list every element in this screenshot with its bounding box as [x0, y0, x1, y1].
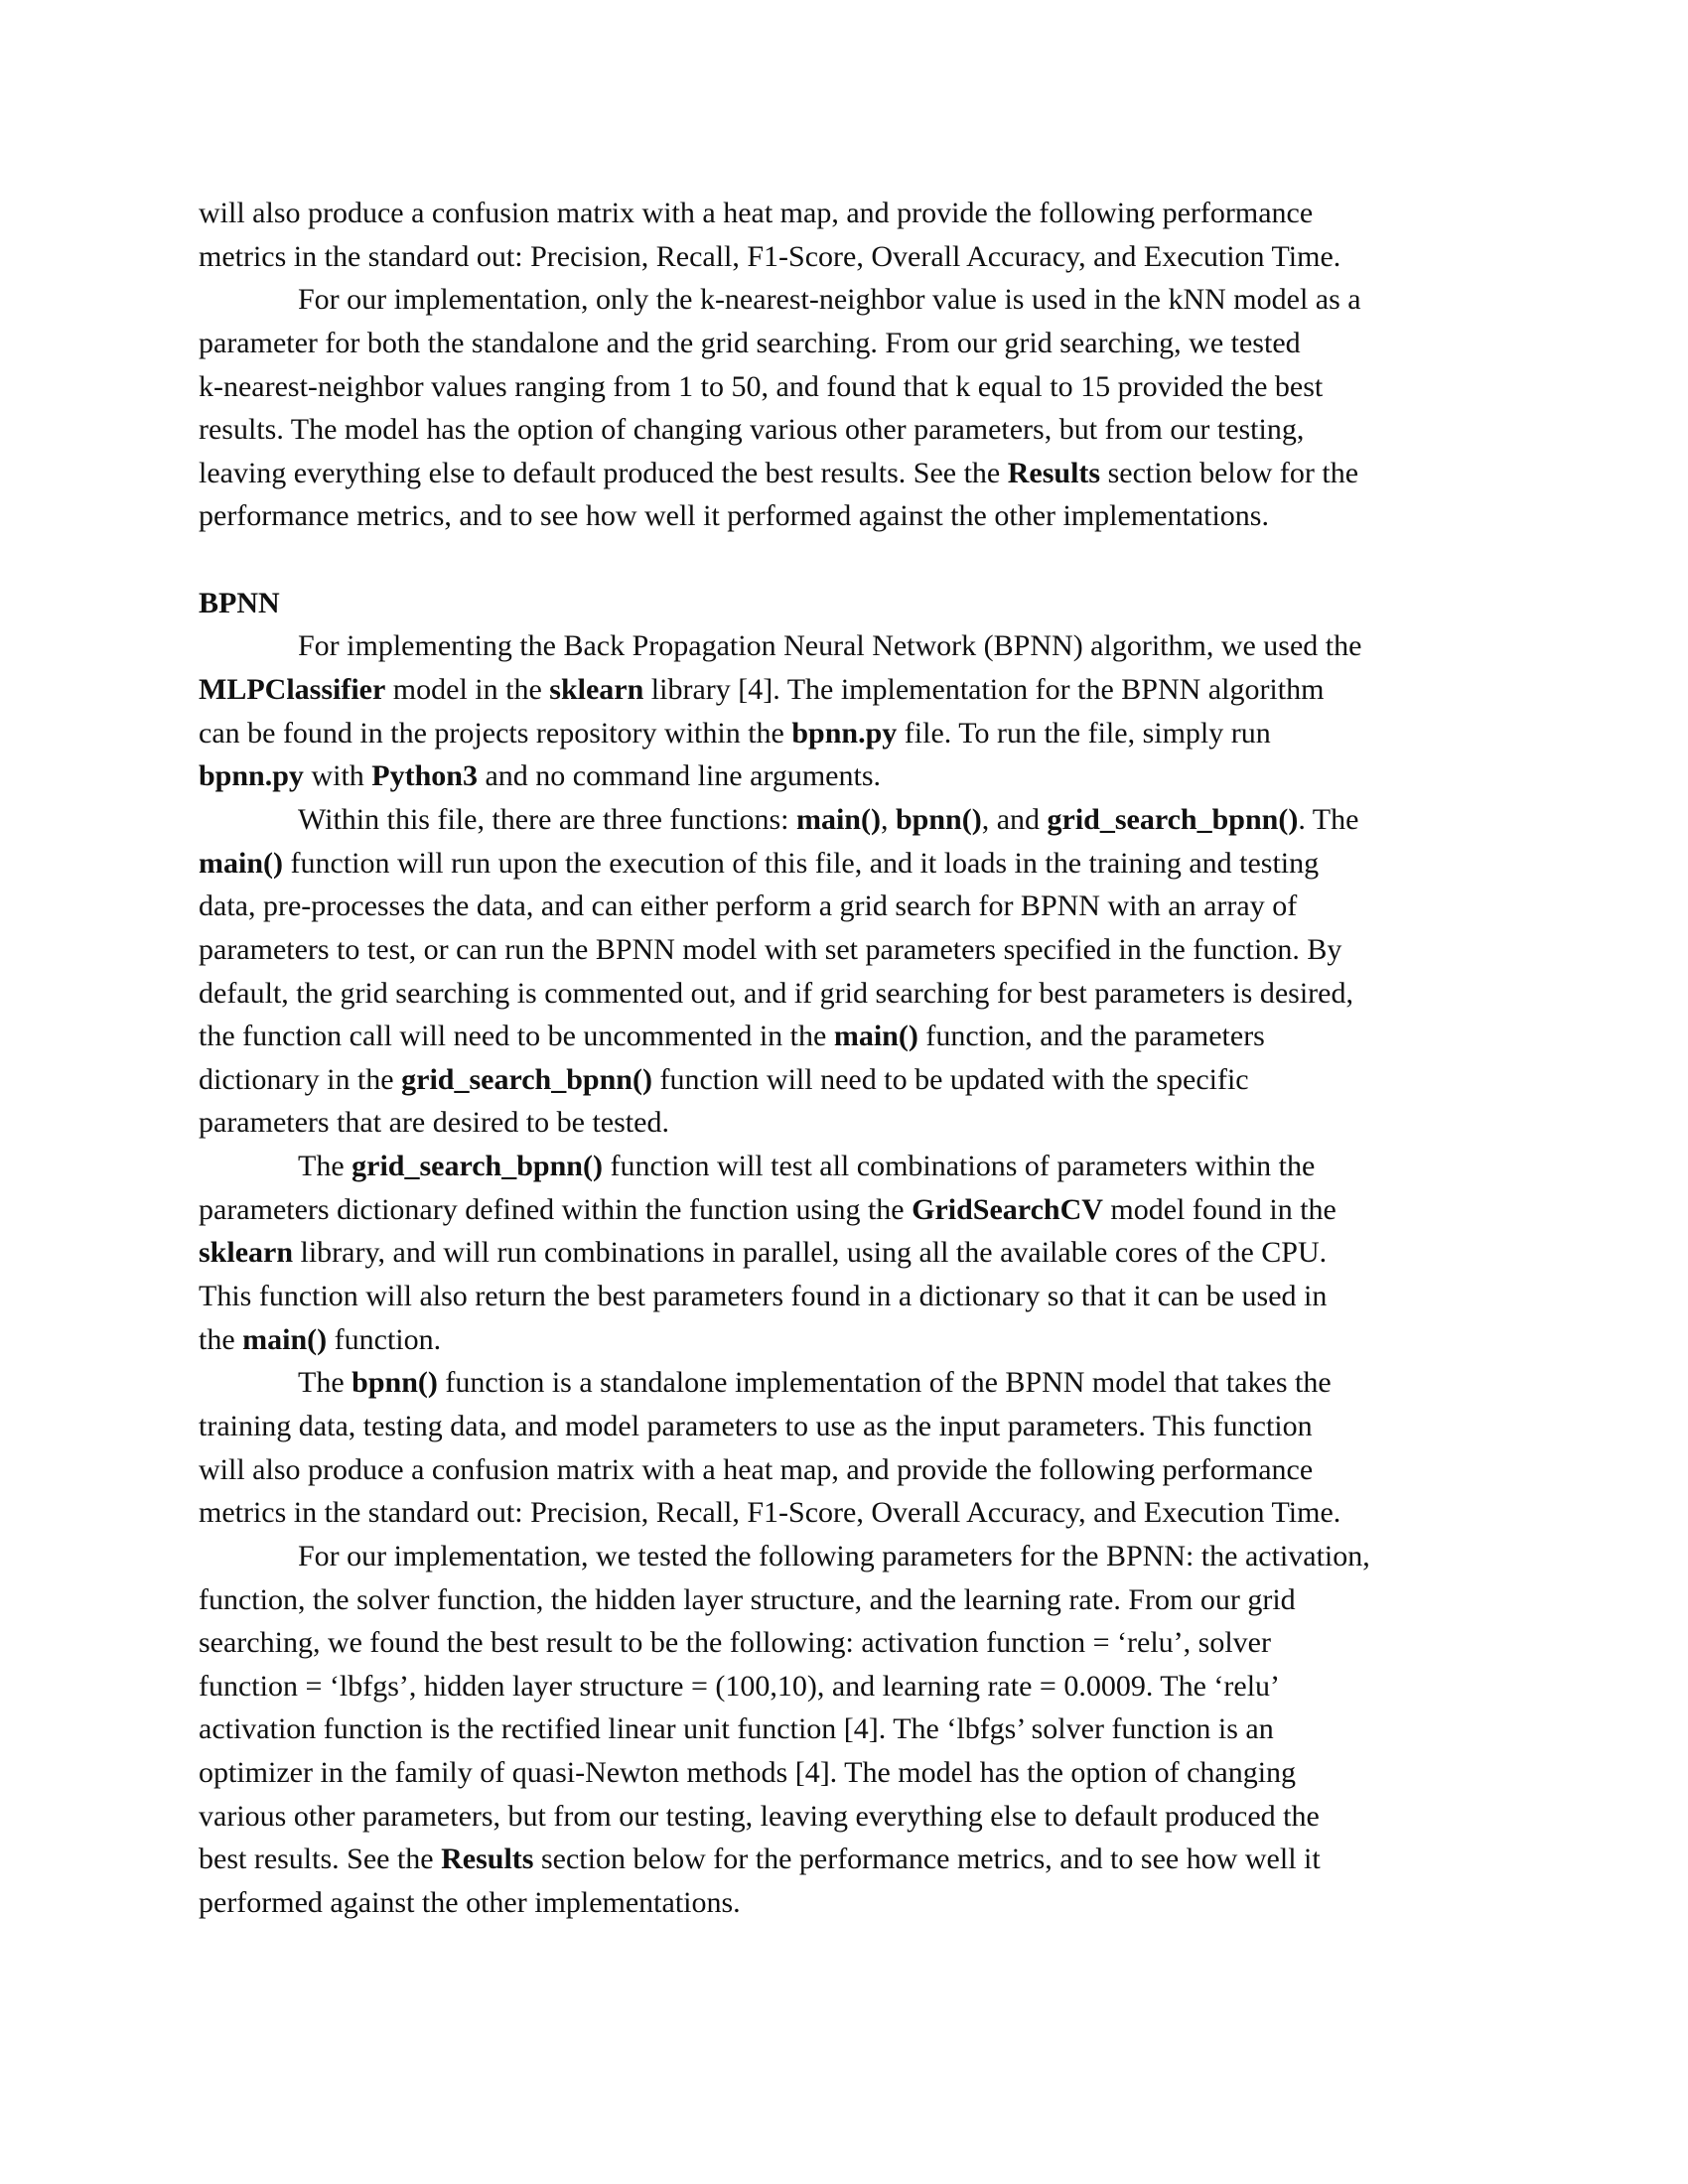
section-heading: BPNN — [199, 586, 280, 619]
text-run: model in the — [385, 673, 550, 707]
bold-term: sklearn — [549, 673, 644, 707]
text-run: k-nearest-neighbor values ranging from 1 to 50, and found that k equal to 15 provided the best — [199, 369, 1324, 403]
text-line — [199, 1405, 1509, 1448]
text-line — [199, 885, 1509, 928]
bold-term: sklearn — [199, 1236, 294, 1270]
text-run: parameters that are desired to be tested. — [199, 1106, 669, 1140]
text-line — [199, 235, 1509, 279]
text-line — [199, 1838, 1509, 1881]
text-line — [199, 1318, 1509, 1362]
paragraph-start-line — [199, 278, 1509, 322]
text-run: performed against the other implementations. — [199, 1885, 741, 1919]
text-run: The — [298, 1150, 352, 1183]
text-run: function will need to be updated with the specific — [651, 1062, 1249, 1096]
bold-term: main() — [795, 802, 881, 836]
text-run: function is a standalone implementation of the BPNN model that takes the — [437, 1366, 1332, 1400]
text-line — [199, 712, 1509, 755]
text-run: library, and will run combinations in parallel, using all the available cores of the CPU. — [293, 1236, 1328, 1270]
text-line — [199, 842, 1509, 886]
text-run: library [4]. The implementation for the BPNN algorithm — [643, 673, 1325, 707]
text-run: function will run upon the execution of this file, and it loads in the training and testing — [283, 846, 1320, 880]
text-line — [199, 494, 1509, 538]
text-line — [199, 1101, 1509, 1145]
bold-term: Results — [1007, 456, 1101, 489]
text-line — [199, 1231, 1509, 1275]
text-line — [199, 1015, 1509, 1058]
bold-term: main() — [199, 846, 283, 880]
text-run: the function call will need to be uncommented in the — [199, 1020, 834, 1053]
knn-section-tail — [199, 192, 1509, 538]
paragraph-start-line — [199, 798, 1509, 842]
text-run: For implementing the Back Propagation Neural Network (BPNN) algorithm, we used the — [298, 629, 1362, 663]
bold-term: Results — [441, 1843, 534, 1876]
text-run: file. To run the file, simply run — [897, 716, 1271, 750]
text-run: function, the solver function, the hidden layer structure, and the learning rate. From our grid — [199, 1582, 1296, 1616]
text-run: For our implementation, we tested the following parameters for the BPNN: the activation, — [298, 1539, 1370, 1572]
text-line — [199, 1795, 1509, 1839]
text-line — [199, 1188, 1509, 1232]
text-run: best results. See the — [199, 1843, 442, 1876]
text-run: parameters dictionary defined within the function using the — [199, 1192, 913, 1226]
text-line — [199, 1275, 1509, 1318]
blank-line — [199, 538, 1509, 582]
text-run: default, the grid searching is commented out, and if grid searching for best parameters is desired, — [199, 976, 1353, 1010]
text-run: optimizer in the family of quasi-Newton methods [4]. The model has the option of changing — [199, 1756, 1297, 1790]
bold-term: MLPClassifier — [199, 673, 386, 707]
bold-term: bpnn() — [352, 1366, 438, 1400]
text-run: metrics in the standard out: Precision, Recall, F1-Score, Overall Accuracy, and Execution Time. — [199, 239, 1341, 273]
bold-term: main() — [242, 1322, 328, 1356]
bold-term: grid_search_bpnn() — [352, 1150, 603, 1183]
text-line — [199, 1751, 1509, 1795]
text-run: The — [298, 1366, 352, 1400]
bold-term: bpnn.py — [791, 716, 898, 750]
text-run: parameter for both the standalone and the grid searching. From our grid searching, we tested — [199, 326, 1301, 359]
text-line — [199, 1665, 1509, 1708]
bold-term: GridSearchCV — [912, 1192, 1103, 1226]
text-line — [199, 1707, 1509, 1751]
paragraph-start-line — [199, 624, 1509, 668]
bold-term: bpnn.py — [199, 759, 304, 793]
text-line — [199, 1491, 1509, 1535]
text-run: function. — [327, 1322, 442, 1356]
text-run: results. The model has the option of changing various other parameters, but from our testing, — [199, 413, 1305, 447]
bold-term: grid_search_bpnn() — [401, 1062, 652, 1096]
text-run: with — [303, 759, 372, 793]
text-run: metrics in the standard out: Precision, Recall, F1-Score, Overall Accuracy, and Execution Time. — [199, 1496, 1341, 1530]
text-run: function, and the parameters — [917, 1020, 1265, 1053]
text-run: will also produce a confusion matrix with a heat map, and provide the following performance — [199, 1452, 1314, 1486]
text-line — [199, 1881, 1509, 1925]
text-line — [199, 754, 1509, 798]
paragraph-start-line — [199, 1361, 1509, 1405]
text-line — [199, 322, 1509, 365]
bold-term: main() — [833, 1020, 918, 1053]
text-line — [199, 1448, 1509, 1492]
text-run: and no command line arguments. — [477, 759, 881, 793]
text-line — [199, 972, 1509, 1016]
text-run: function will test all combinations of parameters within the — [602, 1150, 1316, 1183]
text-run: For our implementation, only the k-nearest-neighbor value is used in the kNN model as a — [298, 283, 1361, 317]
paragraph-start-line — [199, 1535, 1509, 1578]
document-page — [199, 192, 1509, 1925]
bpnn-section — [199, 582, 1509, 1925]
text-run: , — [880, 802, 896, 836]
bold-term: grid_search_bpnn() — [1047, 802, 1299, 836]
text-run: leaving everything else to default produced the best results. See the — [199, 456, 1008, 489]
text-line — [199, 1058, 1509, 1102]
text-line — [199, 1578, 1509, 1622]
text-run: can be found in the projects repository within the — [199, 716, 792, 750]
text-run: performance metrics, and to see how well it performed against the other implementations. — [199, 499, 1269, 533]
text-line — [199, 192, 1509, 235]
text-run: activation function is the rectified linear unit function [4]. The ‘lbfgs’ solver function is an — [199, 1712, 1274, 1746]
text-line — [199, 668, 1509, 712]
text-line — [199, 928, 1509, 972]
text-line — [199, 452, 1509, 495]
bold-term: Python3 — [371, 759, 478, 793]
text-run: . The — [1298, 802, 1359, 836]
text-run: the — [199, 1322, 243, 1356]
paragraph-start-line — [199, 1145, 1509, 1188]
text-run: model found in the — [1102, 1192, 1336, 1226]
text-run: dictionary in the — [199, 1062, 402, 1096]
text-run: This function will also return the best parameters found in a dictionary so that it can be used in — [199, 1280, 1328, 1313]
text-run: function = ‘lbfgs’, hidden layer structure = (100,10), and learning rate = 0.0009. The ‘relu’ — [199, 1669, 1281, 1703]
text-run: , and — [981, 802, 1048, 836]
text-run: searching, we found the best result to be the following: activation function = ‘relu’, solver — [199, 1626, 1271, 1660]
text-run: data, pre-processes the data, and can either perform a grid search for BPNN with an array of — [199, 889, 1298, 923]
text-line — [199, 1621, 1509, 1665]
text-run: will also produce a confusion matrix with a heat map, and provide the following performance — [199, 197, 1314, 229]
text-run: various other parameters, but from our testing, leaving everything else to default produced the — [199, 1799, 1320, 1833]
text-run: section below for the performance metrics, and to see how well it — [533, 1843, 1321, 1876]
text-line — [199, 408, 1509, 452]
bold-term: bpnn() — [895, 802, 982, 836]
text-run: Within this file, there are three functions: — [298, 802, 796, 836]
text-run: parameters to test, or can run the BPNN model with set parameters specified in the function. By — [199, 932, 1342, 966]
text-run: section below for the — [1100, 456, 1359, 489]
text-run: training data, testing data, and model parameters to use as the input parameters. This function — [199, 1409, 1313, 1442]
text-line — [199, 365, 1509, 409]
